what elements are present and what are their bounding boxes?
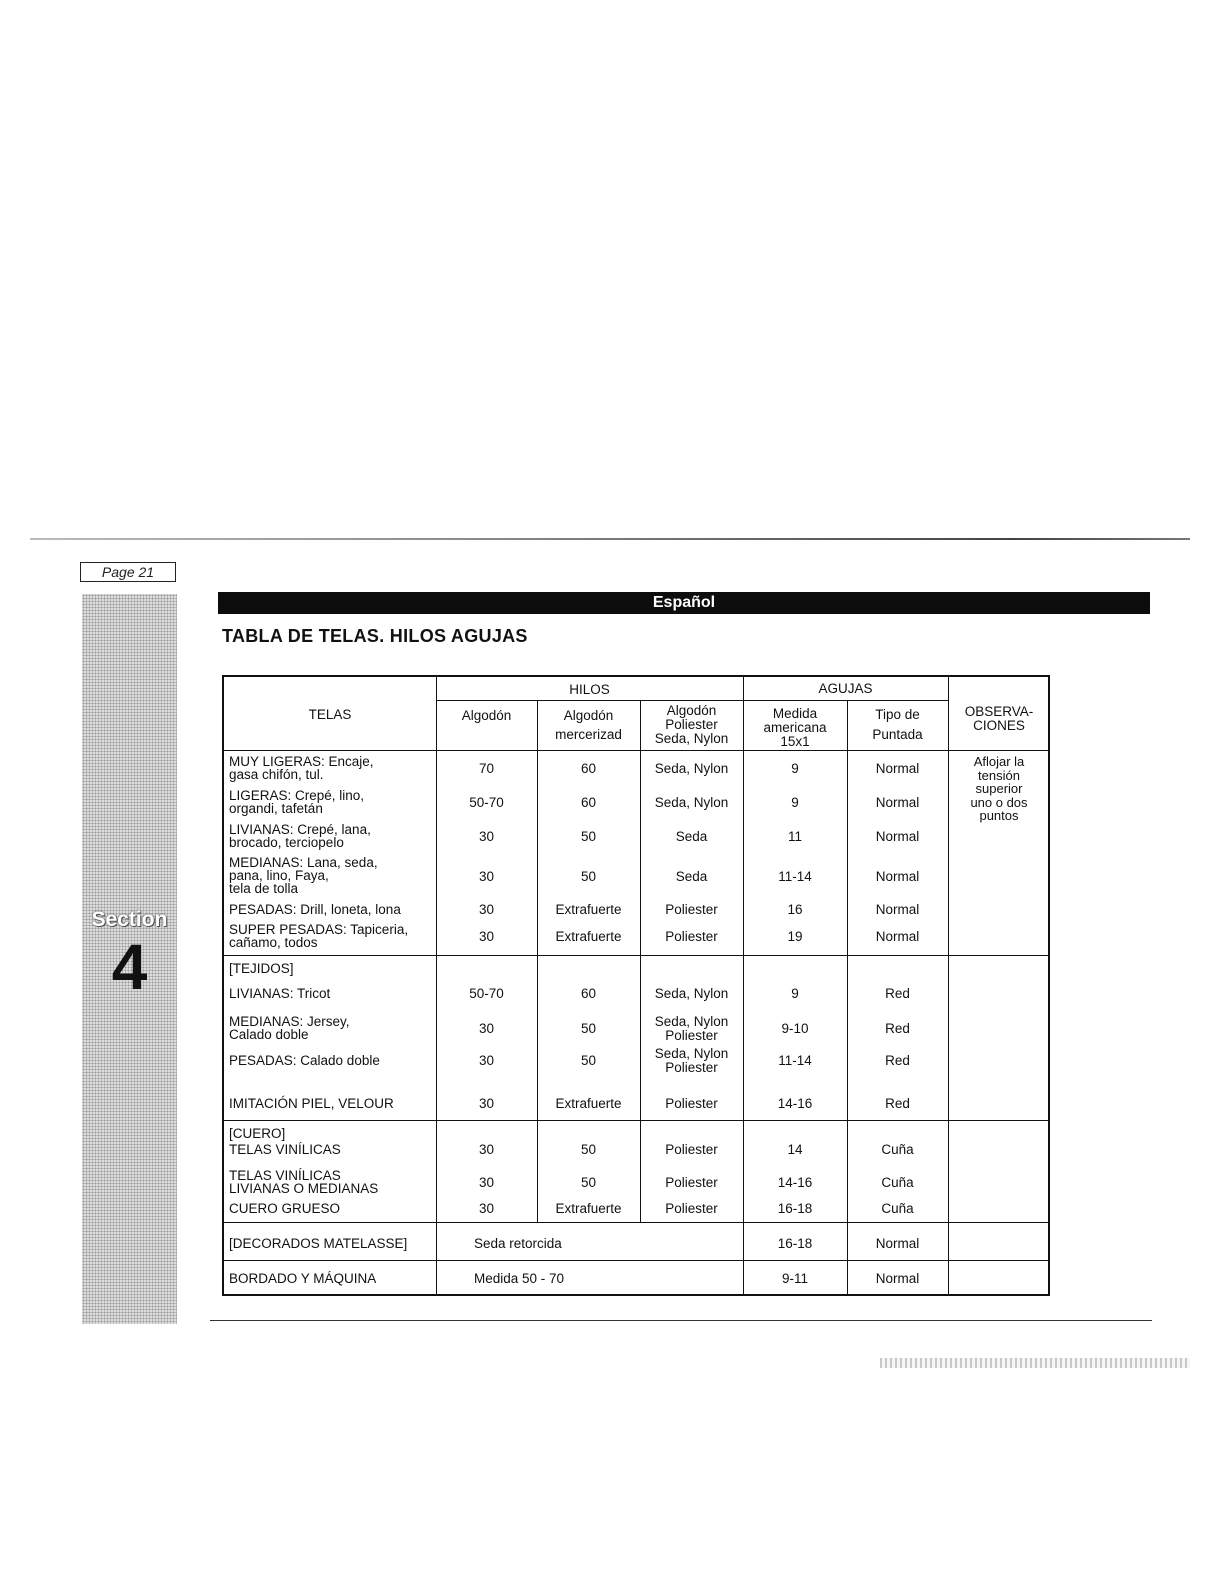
needle-size-cell [743, 1237, 847, 1251]
cell-line: Extrafuerte [555, 902, 622, 917]
cell-line: 30 [478, 869, 495, 884]
cell-line: 16-18 [777, 1236, 813, 1251]
stitch-type-cell [847, 1022, 948, 1036]
cell-line: Poliester [665, 1096, 718, 1111]
grid-line [436, 700, 948, 701]
cell-line: 60 [580, 795, 597, 810]
mercerized-cell [537, 1054, 640, 1068]
header-text-line: americana [763, 720, 827, 735]
mercerized-cell [537, 987, 640, 1001]
observation-note [948, 755, 1050, 823]
cell-line: 50 [580, 869, 597, 884]
cell-line: 30 [478, 1021, 495, 1036]
stitch-type-cell [847, 930, 948, 944]
fabric-cell [229, 1127, 429, 1140]
cotton-cell [436, 1054, 537, 1068]
cotton-cell [436, 1097, 537, 1111]
stitch-type-cell [847, 830, 948, 844]
mercerized-cell [537, 796, 640, 810]
stitch-type-cell [847, 1202, 948, 1216]
cell-line: LIVIANAS O MEDIANAS [229, 1181, 379, 1196]
cell-line: 30 [478, 1175, 495, 1190]
polyester-cell [640, 1097, 743, 1111]
cell-line: cañamo, todos [229, 935, 318, 950]
polyester-cell [640, 1047, 743, 1075]
header-text-line: 15x1 [780, 734, 810, 749]
cell-line: [TEJIDOS] [229, 961, 294, 976]
header-text-line: Algodón [563, 708, 614, 723]
header-algodon-poliester [640, 704, 743, 746]
header-algodon-mercerizado [537, 709, 640, 742]
mercerized-cell [537, 870, 640, 884]
cell-line: Extrafuerte [555, 1096, 622, 1111]
cell-line: Seda, Nylon [654, 1014, 729, 1029]
grid-line [224, 1260, 1050, 1261]
page-title: TABLA DE TELAS. HILOS AGUJAS [222, 626, 528, 646]
stitch-type-cell [847, 796, 948, 810]
cell-line: 30 [478, 1142, 495, 1157]
cell-line: IMITACIÓN PIEL, VELOUR [229, 1096, 394, 1111]
stitch-type-cell [847, 1143, 948, 1157]
stitch-type-cell [847, 903, 948, 917]
section-sidebar [82, 594, 177, 1324]
cell-line: Cuña [881, 1175, 914, 1190]
header-algodon: Algodón [461, 708, 512, 723]
fabric-cell [229, 903, 429, 916]
cell-line: CUERO GRUESO [229, 1201, 341, 1216]
cell-line: 30 [478, 1096, 495, 1111]
polyester-cell [640, 796, 743, 810]
header-text-line: CIONES [973, 718, 1025, 733]
cell-line: Poliester [665, 1175, 718, 1190]
cell-line: 9-10 [781, 1021, 809, 1036]
cell-line: Seda, Nylon [654, 1046, 729, 1061]
grid-line [224, 750, 1050, 751]
fabric-cell [229, 1143, 429, 1156]
observation-line: Aflojar la [973, 754, 1025, 769]
mercerized-cell [537, 1097, 640, 1111]
cell-line: 30 [478, 902, 495, 917]
needle-size-cell [743, 1022, 847, 1036]
cell-line: MEDIANAS: Jersey, [229, 1014, 350, 1029]
cell-line: organdi, tafetán [229, 801, 323, 816]
cell-line: 50 [580, 1142, 597, 1157]
grid-line [224, 1120, 1050, 1121]
polyester-cell [640, 903, 743, 917]
cell-line: Seda [675, 829, 708, 844]
fabric-cell [229, 1272, 429, 1285]
needle-size-cell [743, 1202, 847, 1216]
cell-line: PESADAS: Drill, loneta, lona [229, 902, 401, 917]
polyester-cell [640, 870, 743, 884]
needle-size-cell [743, 1143, 847, 1157]
cotton-cell [436, 830, 537, 844]
header-text-line: Tipo de [875, 707, 920, 722]
cell-line: 16-18 [777, 1201, 813, 1216]
cell-line: MUY LIGERAS: Encaje, [229, 754, 374, 769]
fabric-cell [229, 1054, 429, 1067]
fabric-cell [229, 823, 429, 849]
stitch-type-cell [847, 987, 948, 1001]
mercerized-cell [537, 1202, 640, 1216]
cell-line: 11-14 [778, 869, 812, 884]
cell-line: Seda [675, 869, 708, 884]
cell-line: Normal [875, 761, 920, 776]
cell-line: Normal [875, 795, 920, 810]
mercerized-cell [537, 1022, 640, 1036]
header-text-line: mercerizad [555, 727, 622, 742]
stitch-type-cell [847, 1237, 948, 1251]
header-text-line: OBSERVA- [964, 704, 1034, 719]
cotton-cell [436, 1202, 537, 1216]
cell-line: 50 [580, 1175, 597, 1190]
header-text-line: Algodón [666, 703, 717, 718]
fabric-cell [229, 1202, 429, 1215]
cell-line: 16 [787, 902, 803, 917]
cell-line: Red [885, 986, 910, 1001]
cell-line: Extrafuerte [555, 1201, 622, 1216]
header-hilos: HILOS [569, 682, 610, 697]
cotton-cell [436, 903, 537, 917]
fabric-cell [229, 987, 429, 1000]
needle-size-cell [743, 1097, 847, 1111]
header-agujas: AGUJAS [818, 681, 873, 696]
fabric-cell [229, 1015, 429, 1041]
stitch-type-cell [847, 870, 948, 884]
header-text-line: Medida [772, 706, 818, 721]
cell-line: 30 [478, 1201, 495, 1216]
cell-line: Normal [875, 929, 920, 944]
cell-line: gasa chifón, tul. [229, 767, 324, 782]
cell-line: Poliester [665, 1201, 718, 1216]
cotton-cell [436, 987, 537, 1001]
mercerized-cell [537, 930, 640, 944]
needle-size-cell [743, 830, 847, 844]
mercerized-cell [537, 1143, 640, 1157]
thread-span-cell [474, 1237, 734, 1251]
polyester-cell [640, 987, 743, 1001]
cell-line: 9 [791, 795, 799, 810]
cell-line: Normal [875, 829, 920, 844]
cell-line: TELAS VINÍLICAS [229, 1142, 341, 1157]
cell-line: 11-14 [778, 1053, 812, 1068]
fabric-table [222, 675, 1050, 1296]
fabric-cell [229, 962, 429, 975]
polyester-cell [640, 1143, 743, 1157]
cell-line: 14-16 [777, 1096, 813, 1111]
fabric-cell [229, 923, 429, 949]
cell-line: Normal [875, 1271, 920, 1286]
header-medida [743, 707, 847, 749]
fabric-cell [229, 789, 429, 815]
cell-line: Normal [875, 869, 920, 884]
cell-line: Seda retorcida [474, 1236, 562, 1251]
cell-line: Red [885, 1096, 910, 1111]
stitch-type-cell [847, 762, 948, 776]
observation-line: superior [975, 781, 1023, 796]
cell-line: 50 [580, 1021, 597, 1036]
observation-line: tensión [978, 767, 1020, 783]
polyester-cell [640, 762, 743, 776]
cell-line: Normal [875, 902, 920, 917]
cell-line: SUPER PESADAS: Tapiceria, [229, 922, 409, 937]
scan-artifact-line [30, 538, 1190, 540]
needle-size-cell [743, 1054, 847, 1068]
grid-line [224, 1222, 1050, 1223]
observation-line: uno o dos [970, 794, 1028, 810]
polyester-cell [640, 1015, 743, 1043]
cell-line: 30 [478, 929, 495, 944]
cell-line: 19 [787, 929, 803, 944]
stitch-type-cell [847, 1176, 948, 1190]
cell-line: LIVIANAS: Tricot [229, 986, 331, 1001]
header-tipo-puntada [847, 708, 948, 742]
needle-size-cell [743, 1272, 847, 1286]
cell-line: LIVIANAS: Crepé, lana, [229, 822, 371, 837]
language-bar: Español [218, 592, 1150, 614]
cell-line: Calado doble [229, 1027, 309, 1042]
cotton-cell [436, 796, 537, 810]
cell-line: TELAS VINÍLICAS [229, 1168, 341, 1183]
cell-line: Poliester [665, 929, 718, 944]
cell-line: LIGERAS: Crepé, lino, [229, 788, 365, 803]
cotton-cell [436, 930, 537, 944]
cell-line: 60 [580, 986, 597, 1001]
fabric-cell [229, 856, 429, 895]
stitch-type-cell [847, 1054, 948, 1068]
mercerized-cell [537, 762, 640, 776]
scan-artifact-noise [880, 1358, 1190, 1368]
cell-line: Extrafuerte [555, 929, 622, 944]
page-label: Page 21 [80, 562, 176, 582]
cell-line: 50-70 [469, 986, 504, 1001]
cell-line: Seda, Nylon [654, 795, 729, 810]
polyester-cell [640, 1202, 743, 1216]
cell-line: [DECORADOS MATELASSE] [229, 1236, 408, 1251]
cell-line: Seda, Nylon [654, 986, 729, 1001]
cell-line: 50 [580, 1053, 597, 1068]
needle-size-cell [743, 796, 847, 810]
cell-line: Poliester [665, 1028, 718, 1043]
polyester-cell [640, 830, 743, 844]
cell-line: Seda, Nylon [654, 761, 729, 776]
cell-line: Cuña [881, 1142, 914, 1157]
cotton-cell [436, 870, 537, 884]
cell-line: 30 [478, 1053, 495, 1068]
cell-line: 9 [791, 761, 799, 776]
header-text-line: Poliester [665, 717, 718, 732]
section-label: Section [91, 908, 168, 931]
polyester-cell [640, 930, 743, 944]
polyester-cell [640, 1176, 743, 1190]
cell-line: 30 [478, 829, 495, 844]
needle-size-cell [743, 987, 847, 1001]
cell-line: Poliester [665, 1060, 718, 1075]
fabric-cell [229, 1097, 429, 1110]
header-observaciones [948, 705, 1050, 733]
cell-line: MEDIANAS: Lana, seda, [229, 855, 378, 870]
cotton-cell [436, 1176, 537, 1190]
needle-size-cell [743, 903, 847, 917]
bottom-rule [210, 1320, 1152, 1321]
cell-line: PESADAS: Calado doble [229, 1053, 380, 1068]
header-text-line: Puntada [872, 727, 923, 742]
mercerized-cell [537, 830, 640, 844]
cotton-cell [436, 1143, 537, 1157]
cell-line: Red [885, 1053, 910, 1068]
cell-line: 14-16 [777, 1175, 813, 1190]
cell-line: Poliester [665, 902, 718, 917]
cell-line: BORDADO Y MÁQUINA [229, 1271, 377, 1286]
needle-size-cell [743, 870, 847, 884]
cell-line: 50 [580, 829, 597, 844]
cotton-cell [436, 1022, 537, 1036]
cell-line: tela de tolla [229, 881, 299, 896]
cell-line: 9 [791, 986, 799, 1001]
thread-span-cell [474, 1272, 734, 1286]
needle-size-cell [743, 1176, 847, 1190]
fabric-cell [229, 1169, 429, 1195]
cell-line: Poliester [665, 1142, 718, 1157]
cell-line: 9-11 [781, 1271, 809, 1286]
observation-line: puntos [979, 808, 1019, 823]
header-telas: TELAS [308, 707, 352, 722]
cell-line: 50-70 [469, 795, 504, 810]
cell-line: [CUERO] [229, 1126, 286, 1141]
mercerized-cell [537, 1176, 640, 1190]
cell-line: 70 [478, 761, 495, 776]
section-number: 4 [111, 931, 148, 1003]
mercerized-cell [537, 903, 640, 917]
cell-line: 11 [787, 829, 802, 844]
cotton-cell [436, 762, 537, 776]
stitch-type-cell [847, 1272, 948, 1286]
header-text-line: Seda, Nylon [654, 731, 729, 746]
cell-line: 14 [787, 1142, 803, 1157]
cell-line: pana, lino, Faya, [229, 868, 329, 883]
grid-line [224, 955, 1050, 956]
cell-line: brocado, terciopelo [229, 835, 344, 850]
cell-line: Cuña [881, 1201, 914, 1216]
fabric-cell [229, 1237, 429, 1250]
cell-line: Red [885, 1021, 910, 1036]
cell-line: Normal [875, 1236, 920, 1251]
cell-line: Medida 50 - 70 [474, 1271, 565, 1286]
stitch-type-cell [847, 1097, 948, 1111]
cell-line: 60 [580, 761, 597, 776]
needle-size-cell [743, 930, 847, 944]
fabric-cell [229, 755, 429, 781]
needle-size-cell [743, 762, 847, 776]
